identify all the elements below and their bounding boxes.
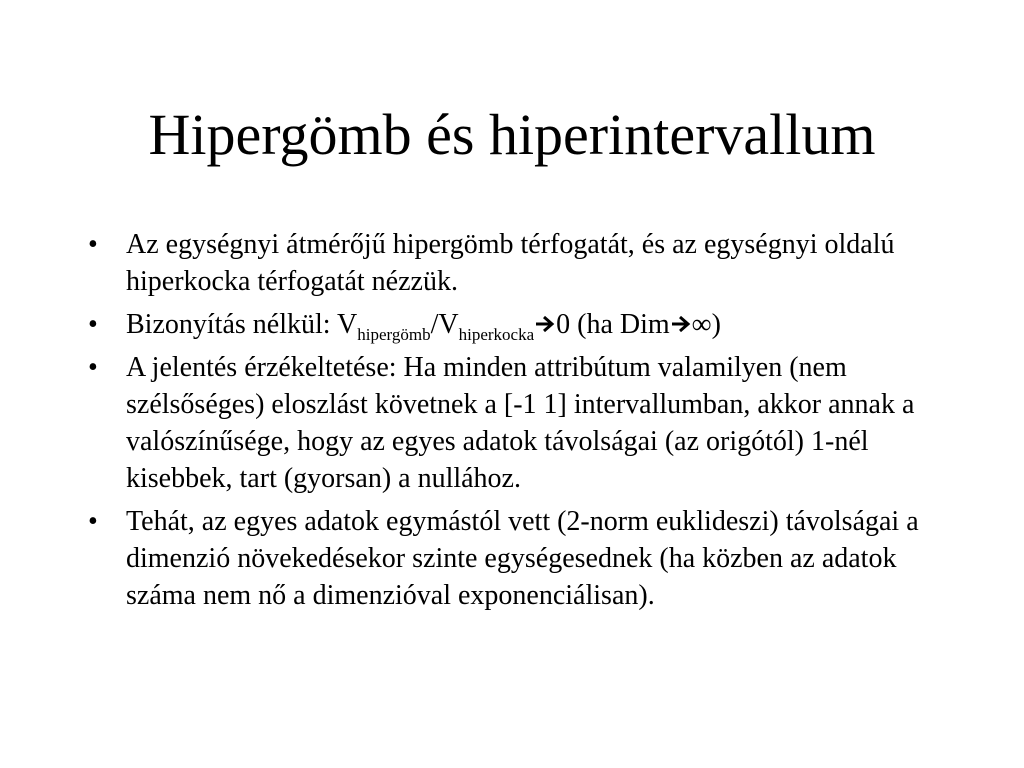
subscript-hiperkocka: hiperkocka (458, 325, 535, 344)
bullet-item-3 (88, 349, 948, 497)
bullet-list (88, 226, 948, 620)
bullet-marker: • (88, 229, 98, 260)
subscript-hipergomb: hipergömb (357, 325, 431, 344)
bullet-text-2-infinity: ∞) (691, 309, 721, 340)
bullet-item-4 (88, 503, 948, 614)
bullet-text-2-prefix: Bizonyítás nélkül: V (126, 309, 358, 340)
bullet-text-4: Tehát, az egyes adatok egymástól vett (2-norm euklideszi) távolságai a dimenzió növekedésekor szinte egységesednek (ha közben az adatok száma nem nő a dimenzióval exponenciálisan). (126, 506, 919, 611)
bullet-text-1: Az egységnyi átmérőjű hipergömb térfogatát, és az egységnyi oldalú hiperkocka térfogatát nézzük. (126, 229, 895, 297)
bullet-item-1 (88, 226, 948, 300)
right-arrow-icon (670, 310, 692, 338)
bullet-marker: • (88, 309, 98, 340)
bullet-text-3: A jelentés érzékeltetése: Ha minden attribútum valamilyen (nem szélsőséges) eloszlást követnek a [-1 1] intervallumban, akkor annak a valószínűsége, hogy az egyes adatok távolságai (az origótól) 1-nél kisebbek, tart (gyorsan) a nullához. (126, 352, 915, 494)
bullet-text-2-limit: 0 (ha Dim (556, 309, 670, 340)
slide-title: Hipergömb és hiperintervallum (148, 102, 876, 167)
bullet-text-2-slash: /V (430, 309, 459, 340)
bullet-item-2 (88, 306, 948, 343)
bullet-marker: • (88, 506, 98, 537)
right-arrow-icon (534, 310, 556, 338)
bullet-marker: • (88, 352, 98, 383)
